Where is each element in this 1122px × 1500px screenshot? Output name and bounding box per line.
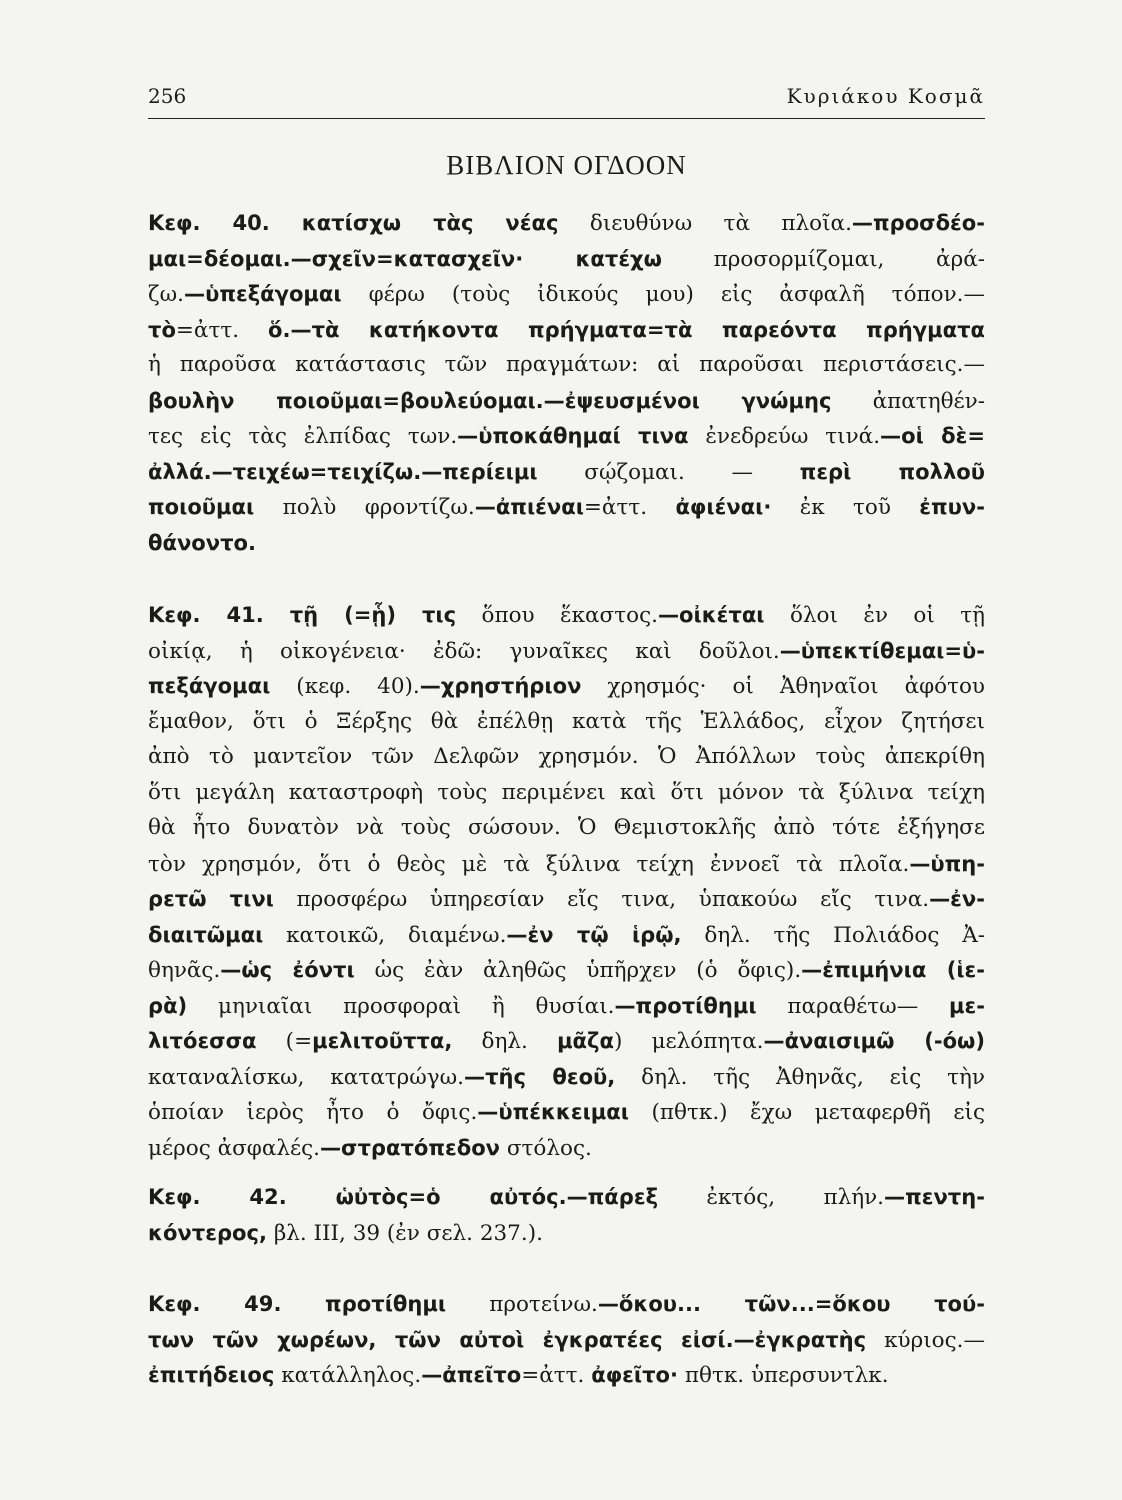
gloss-text: δηλ. τῆς Ἀθηνᾶς, εἰς τὴν [615,1064,985,1090]
gloss-text: κατάλληλος. [274,1363,422,1388]
gloss-text: πθτκ. ὑπερσυντλκ. [678,1363,889,1388]
lemma-term: κόντερος, [148,1219,267,1245]
lemma-term: ρὰ) [148,992,188,1018]
lemma-term: ἀλλά.—τειχέω=τειχίζω.—περίειμι [148,458,538,484]
chapter-40-notes [148,205,985,560]
gloss-text: ὅπου ἕκαστος. [456,603,658,628]
lemma-term: θάνοντο. [148,529,257,555]
gloss-text: =ἀττ. [175,317,269,343]
lemma-term: —ἐν τῷ ἱρῷ, [506,921,682,947]
lemma-term: —ὑπέκκειμαι [477,1099,629,1124]
lemma-term: Κεφ. 41. τῇ (=ᾗ) τις [148,602,457,627]
gloss-text: μηνιαῖαι προσφοραὶ ἢ θυσίαι. [187,993,615,1019]
lemma-term: ἀφεῖτο· [591,1362,679,1387]
text-line [148,668,985,704]
text-line [148,347,985,383]
lemma-term: —οἱ δὲ= [880,423,985,448]
text-line [148,846,985,882]
text-line [148,597,985,633]
gloss-text: κατοικῶ, διαμένω. [263,922,507,948]
lemma-term: —προσδέο- [851,210,985,235]
gloss-text: ὅλοι ἐν οἱ τῇ [764,603,985,628]
gloss-text: κύριος.— [866,1327,985,1353]
text-line [148,881,985,917]
lemma-term: ποιοῦμαι [148,494,255,519]
lemma-term: περὶ πολλοῦ [799,458,985,484]
lemma-term: —ἀναισιμῶ (-όω) [763,1028,985,1053]
lemma-term: ὅ.—τὰ κατήκοντα πρήγματα=τὰ παρεόντα πρήγματα [268,316,985,342]
gloss-text: ὅτι μεγάλη καταστροφὴ τοὺς περιμένει καὶ ὅτι μόνον τὰ ξύλινα τείχη [148,779,985,805]
gloss-text: θὰ ἦτο δυνατὸν νὰ τοὺς σώσουν. Ὁ Θεμιστοκλῆς ἀπὸ τότε ἐξήγησε [148,815,985,840]
lemma-term: ἐπυν- [919,494,985,519]
gloss-text: =ἀττ. [583,495,676,520]
lemma-term: διαιτῶμαι [148,921,264,947]
text-line [148,917,985,953]
gloss-text: προτείνω. [446,1292,598,1317]
gloss-text: (πθτκ.) ἔχω μεταφερθῆ εἰς [629,1100,985,1125]
chapter-title: ΒΙΒΛΙΟΝ ΟΓΔΟΟΝ [446,150,687,180]
text-line [148,454,985,490]
text-line [148,633,985,669]
text-line [148,276,985,312]
lemma-term: —ὑπεκτίθεμαι=ὑ- [779,637,985,663]
gloss-text: προσφέρω ὑπηρεσίαν εἴς τινα, ὑπακούω εἴς τινα. [273,887,930,912]
gloss-text: (κεφ. 40). [270,674,420,699]
lemma-term: μᾶζα [557,1028,614,1053]
lemma-term: —ὑπεξάγομαι [184,281,342,306]
text-line [148,418,985,454]
text-line [148,1322,985,1358]
gloss-text: ὡς ἐὰν ἀληθῶς ὑπῆρχεν (ὁ ὄφις). [354,958,802,983]
text-line [148,704,985,740]
lemma-term: μελιτοῦττα, [312,1028,453,1053]
lemma-term: —προτίθημι [614,992,757,1018]
lemma-term: λιτόεσσα [148,1028,257,1053]
gloss-text: μέρος ἀσφαλές. [148,1135,320,1161]
lemma-term: ρετῶ τινι [148,886,274,911]
text-line [148,383,985,419]
gloss-text: φέρω (τοὺς ἰδικούς μου) εἰς ἀσφαλῆ τόπον.— [341,282,985,307]
gloss-text: προσορμίζομαι, ἀρά- [661,246,985,272]
gloss-text: δηλ. τῆς Πολιάδος Ἀ- [681,922,985,948]
text-line [148,1023,985,1059]
lemma-term: ἀφιέναι· [675,494,772,519]
chapter-41-notes [148,597,985,1165]
lemma-term: μαι=δέομαι.—σχεῖν=κατασχεῖν· κατέχω [148,245,662,271]
gloss-text: ἔμαθον, ὅτι ὁ Ξέρξης θὰ ἐπέλθῃ κατὰ τῆς Ἑλλάδος, εἶχον ζητήσει [148,708,985,734]
text-line [148,1179,985,1215]
page-number: 256 [148,84,187,108]
lemma-term: ἐπιτήδειος [148,1362,275,1387]
text-line [148,205,985,241]
lemma-term: —τῆς θεοῦ, [464,1063,616,1089]
lemma-term: με- [949,992,985,1018]
gloss-text: θηνᾶς. [148,958,221,983]
lemma-term: —ὑποκάθημαί τινα [457,423,689,448]
text-line [148,312,985,348]
lemma-term: πεξάγομαι [148,673,271,698]
page-header [148,78,985,119]
gloss-text: ἐκτός, πλήν. [658,1185,885,1210]
lemma-term: —στρατόπεδον [319,1134,501,1160]
lemma-term: —ὅκου... τῶν...=ὅκου τού- [597,1291,985,1316]
text-line [148,1130,985,1166]
lemma-term: Κεφ. 40. κατίσχω τὰς νέας [148,210,559,235]
text-line [148,241,985,277]
lemma-term: —ὑπη- [909,850,985,876]
gloss-text: πολὺ φροντίζω. [254,495,475,520]
text-line [148,1357,985,1393]
gloss-text: βλ. III, 39 (ἐν σελ. 237.). [266,1220,543,1246]
text-line [148,1059,985,1095]
text-line [148,1094,985,1130]
text-line [148,1215,985,1251]
text-line [148,952,985,988]
lemma-term: —χρηστήριον [419,673,582,698]
gloss-text: καταναλίσκω, κατατρώγω. [148,1064,465,1090]
lemma-term: Κεφ. 42. ὡὐτὸς=ὁ αὐτός.—πάρεξ [148,1184,659,1209]
text-line [148,775,985,811]
lemma-term: —ἐν- [929,886,985,911]
lemma-term: των τῶν χωρέων, τῶν αὐτοὶ ἐγκρατέες εἰσί.—ἐγκρατὴς [148,1326,867,1352]
lemma-term: —ἀπιέναι [474,494,584,519]
gloss-text: διευθύνω τὰ πλοῖα. [558,211,852,236]
gloss-text: τὸν χρησμόν, ὅτι ὁ θεὸς μὲ τὰ ξύλινα τείχη ἐννοεῖ τὰ πλοῖα. [148,851,910,877]
text-line [148,739,985,775]
gloss-text: ζω. [148,282,185,307]
gloss-text: στόλος. [500,1135,592,1161]
text-line [148,525,985,561]
lemma-term: —ἐπιμήνια (ἱε- [801,957,985,982]
running-head: Κυριάκου Κοσμᾶ [786,84,985,108]
lemma-term: βουλὴν ποιοῦμαι=βουλεύομαι.—ἐψευσμένοι γνώμης [148,387,832,413]
lemma-term: —ὡς ἐόντι [220,957,355,982]
gloss-text: ἐνεδρεύω τινά. [688,424,881,449]
gloss-text: ἡ παροῦσα κατάστασις τῶν πραγμάτων: αἱ παροῦσαι περιστάσεις.— [148,352,985,377]
chapter-49-notes [148,1286,985,1393]
lemma-term: —πεντη- [884,1184,985,1209]
lemma-term: —οἰκέται [657,602,765,627]
gloss-text: ἀπατηθέν- [831,388,985,414]
text-line [148,489,985,525]
lemma-term: Κεφ. 49. προτίθημι [148,1291,447,1316]
chapter-42-notes [148,1179,985,1250]
text-line [148,810,985,846]
gloss-text: ἐκ τοῦ [771,495,920,520]
gloss-text: ὁποίαν ἱερὸς ἦτο ὁ ὄφις. [148,1100,478,1125]
gloss-text: χρησμός· οἱ Ἀθηναῖοι ἀφότου [581,674,985,699]
gloss-text: =ἀττ. [521,1363,592,1388]
gloss-text: ) μελόπητα. [613,1029,764,1054]
gloss-text: ἀπὸ τὸ μαντεῖον τῶν Δελφῶν χρησμόν. Ὁ Ἀπόλλων τοὺς ἀπεκρίθη [148,744,985,769]
text-line [148,1286,985,1322]
gloss-text: τες εἰς τὰς ἐλπίδας των. [148,424,458,449]
text-line [148,988,985,1024]
gloss-text: παραθέτω— [756,993,950,1019]
gloss-text: (= [256,1029,313,1054]
lemma-term: —ἀπεῖτο [421,1362,522,1387]
gloss-text: σῴζομαι. — [537,459,800,485]
gloss-text: οἰκίᾳ, ἡ οἰκογένεια· ἐδῶ: γυναῖκες καὶ δοῦλοι. [148,638,780,664]
lemma-term: τὸ [148,316,176,342]
gloss-text: δηλ. [452,1029,558,1054]
